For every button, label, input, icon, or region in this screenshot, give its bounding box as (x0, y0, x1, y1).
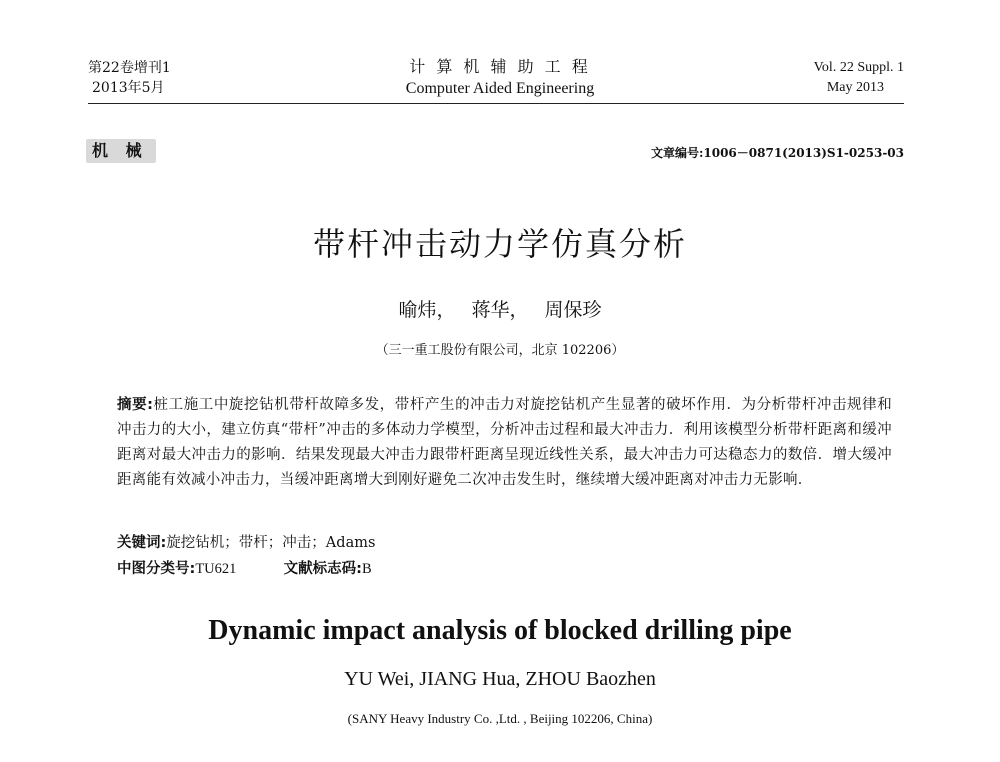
header-rule (88, 103, 904, 104)
affiliation-en: (SANY Heavy Industry Co. ,Ltd. , Beijing 102206, China) (347, 711, 653, 726)
authors-en: YU Wei, JIANG Hua, ZHOU Baozhen (344, 668, 656, 690)
header-volume-cn: 第22卷增刊1 (88, 60, 171, 76)
section-label: 机 械 (92, 141, 148, 160)
classification-line (117, 557, 817, 581)
paper-title-cn: 带杆冲击动力学仿真分析 (312, 225, 687, 263)
header-journal-en: Computer Aided Engineering (405, 80, 595, 97)
article-number: 文章编号:1006－0871(2013)S1-0253-03 (650, 146, 904, 160)
header-date-en: May 2013 (826, 80, 884, 95)
abstract (117, 393, 892, 493)
clc-value: TU621 (195, 561, 237, 577)
keywords-text: 旋挖钻机；带杆；冲击；Adams (166, 535, 376, 551)
abstract-text: 桩工施工中旋挖钻机带杆故障多发，带杆产生的冲击力对旋挖钻机产生显著的破坏作用．为分析带杆冲击规律和冲击力的大小，建立仿真“带杆”冲击的多体动力学模型，分析冲击过程和最大冲击力．利用该模型分析带杆距离和缓冲距离对最大冲击力的影响．结果发现最大冲击力跟带杆距离呈现近线性关系，最大冲击力可达稳态力的数倍．增大缓冲距离能有效减小冲击力，当缓冲距离增大到刚好避免二次冲击发生时，继续增大缓冲距离对冲击力无影响． (117, 397, 893, 488)
header-volume-en: Vol. 22 Suppl. 1 (813, 60, 904, 75)
header-date-cn: 2013年5月 (92, 80, 165, 96)
header-journal-cn: 计 算 机 辅 助 工 程 (409, 57, 591, 76)
clc-label: 中图分类号: (117, 561, 196, 577)
abstract-label: 摘要: (117, 397, 154, 413)
authors-cn: 喻炜， 蒋华， 周保珍 (398, 299, 602, 321)
doc-code-value: B (361, 561, 372, 577)
keywords-label: 关键词: (117, 535, 167, 551)
doc-code-label: 文献标志码: (283, 561, 362, 577)
affiliation-cn: （三一重工股份有限公司，北京 102206） (375, 343, 625, 358)
keywords-line (117, 531, 375, 555)
paper-title-en: Dynamic impact analysis of blocked drilling pipe (208, 615, 792, 646)
